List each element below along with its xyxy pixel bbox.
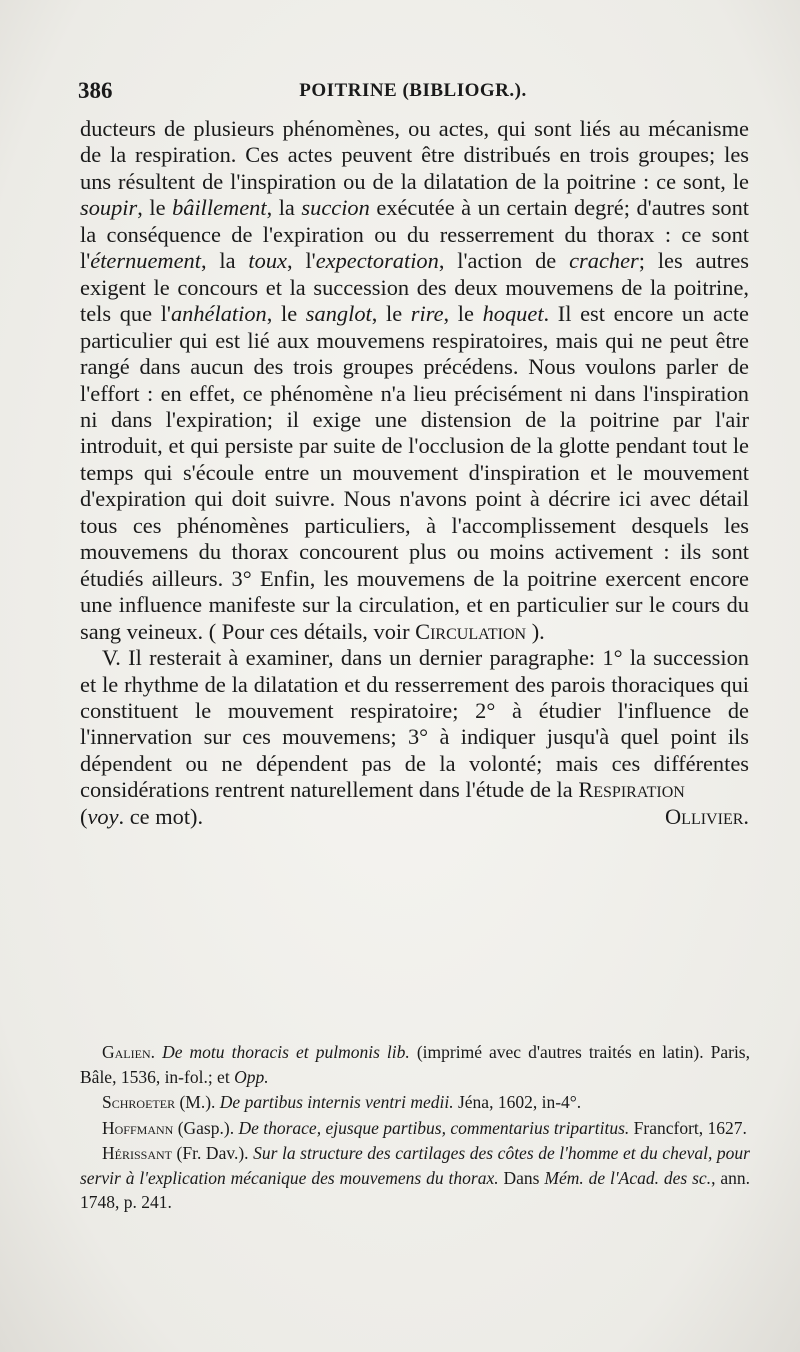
page-header: [78, 78, 748, 108]
bibliography-entry: Hoffmann (Gasp.). De thorace, ejusque partibus, commentarius tripartitus. Francfort, 1627.: [102, 1117, 747, 1138]
article-author: Ollivier.: [665, 803, 749, 829]
see-reference: (voy. ce mot).: [80, 803, 204, 829]
bibliography: [80, 1040, 750, 1216]
page-number: 386: [78, 78, 113, 103]
paragraph-2: V. Il resterait à examiner, dans un dernier paragraphe: 1° la succession et le rhythme de la dilatation et du resserrement des parois thoraciques qui constituent le mouvement respiratoire; 2° à étudier l'influence de l'innervation sur ces mouvemens; 3° à indiquer jusqu'à quel point ils dépendent ou ne dépendent pas de la volonté; mais ces différentes considérations rentrent naturellement dans l'étude de la Respiration: [80, 645, 749, 803]
bibliography-entry: Galien. De motu thoracis et pulmonis lib. (imprimé avec d'autres traités en latin). Paris, Bâle, 1536, in-fol.; et Opp.: [80, 1042, 750, 1087]
bibliography-entry: Schroeter (M.). De partibus internis ventri medii. Jéna, 1602, in-4°.: [102, 1092, 582, 1112]
cross-reference-circulation: Circulation: [415, 618, 527, 644]
cross-reference-respiration: Respiration: [578, 777, 685, 803]
paragraph-1: ducteurs de plusieurs phénomènes, ou actes, qui sont liés au mécanisme de la respiration. Ces actes peuvent être distribués en trois groupes; les uns résultent de l'inspiration ou de la dilatation de la poitrine : ce sont, le soupir, le bâillement, la succion exécutée à un certain degré; d'autres sont la conséquence de l'expiration ou du resserrement du thorax : ce sont l'éternuement, la toux, l'expectoration, l'action de cracher; les autres exigent le concours et la succession des deux mouvemens de la poitrine, tels que l'anhélation, le sanglot, le rire, le hoquet. Il est encore un acte particulier qui est lié aux mouvemens respiratoires, mais qui ne peut être rangé dans aucun des trois groupes précédens. Nous voulons parler de l'effort : en effet, ce phénomène n'a lieu précisément ni dans l'inspiration ni dans l'expiration; il exige une distension de la poitrine par l'air introduit, et qui persiste par suite de l'occlusion de la glotte pendant tout le temps qui s'écoule entre un mouvement d'inspiration et le mouvement d'expiration qui doit suivre. Nous n'avons point à décrire ici avec détail tous ces phénomènes particuliers, à l'accomplissement desquels les mouvemens du thorax concourent plus ou moins activement : ils sont étudiés ailleurs. 3° Enfin, les mouvemens de la poitrine exercent encore une influence manifeste sur la circulation, et en particulier sur le cours du sang veineux. ( Pour ces détails, voir Circulation ).: [80, 116, 750, 644]
bibliography-entry: Hérissant (Fr. Dav.). Sur la structure des cartilages des côtes de l'homme et du cheval, pour servir à l'explication mécanique des mouvemens du thorax. Dans Mém. de l'Acad. des sc., ann. 1748, p. 241.: [80, 1143, 751, 1212]
signature-line: [80, 804, 749, 830]
body-text: [80, 116, 749, 830]
running-title: POITRINE (BIBLIOGR.).: [299, 80, 527, 101]
